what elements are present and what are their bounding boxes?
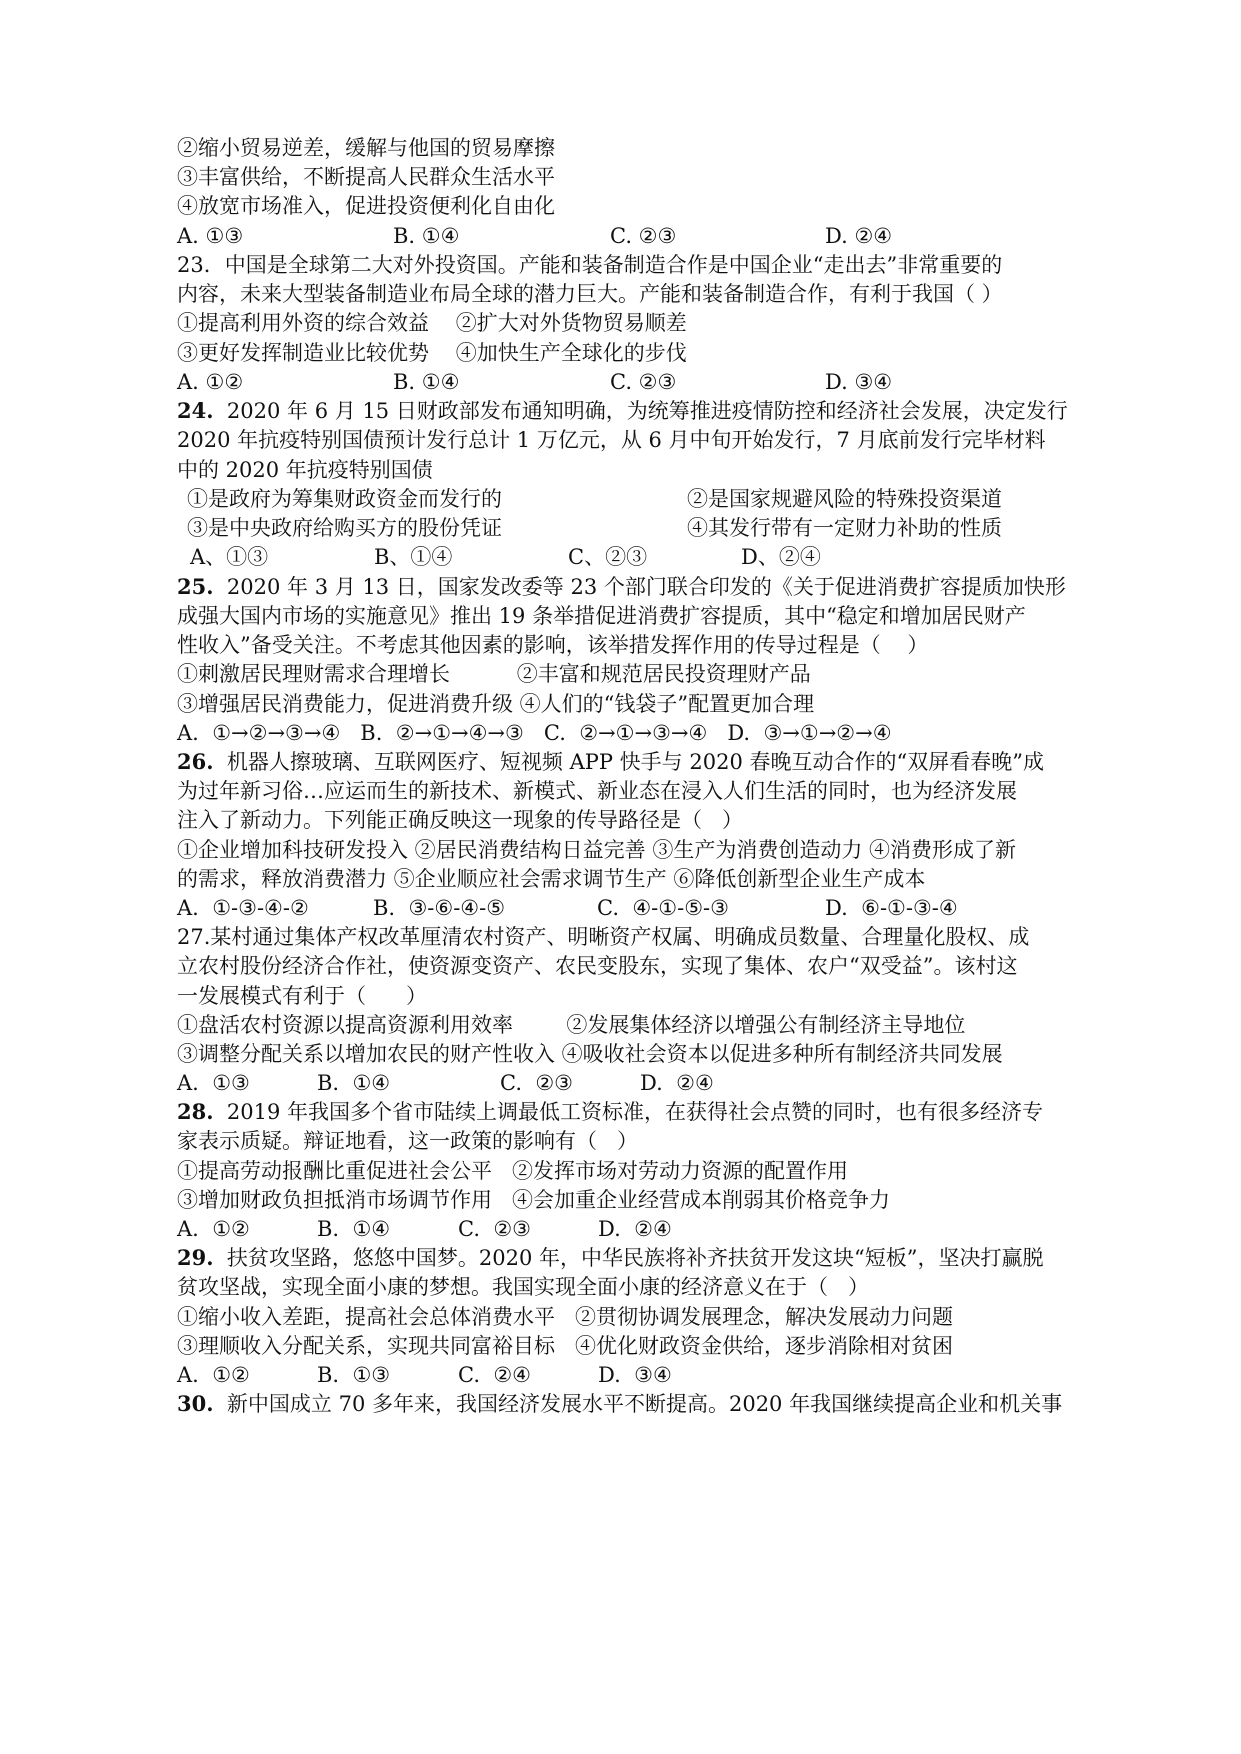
q24-item-2: ②是国家规避风险的特殊投资渠道: [687, 487, 1002, 511]
q25-items-row-1: ①刺激居民理财需求合理增长 ②丰富和规范居民投资理财产品: [177, 662, 811, 686]
q29-option-a: A. ①②: [177, 1363, 250, 1387]
q27-option-d: D. ②④: [640, 1071, 714, 1095]
q28-option-d: D. ②④: [598, 1217, 672, 1241]
q29-stem-line-2: 贫攻坚战，实现全面小康的梦想。我国实现全面小康的经济意义在于（ ）: [177, 1275, 870, 1299]
q26-option-c: C. ④-①-⑤-③: [597, 896, 729, 920]
q22-option-c: C. ②③: [610, 224, 677, 248]
q22-item-2: ②缩小贸易逆差，缓解与他国的贸易摩擦: [177, 136, 555, 160]
q29-option-b: B. ①③: [317, 1363, 391, 1387]
q24-stem-line-3: 中的 2020 年抗疫特别国债: [177, 458, 433, 482]
q23-stem-line-1: 23．中国是全球第二大对外投资国。产能和装备制造合作是中国企业“走出去”非常重要的: [177, 253, 1003, 277]
q27-stem-line-3: 一发展模式有利于（ ）: [177, 984, 428, 1008]
q22-option-d: D. ②④: [825, 224, 893, 248]
q26-stem-text-1: 机器人擦玻璃、互联网医疗、短视频 APP 快手与 2020 春晚互动合作的“双屏看春晚”成: [226, 750, 1044, 774]
q25-stem-line-1: [177, 573, 1066, 601]
q24-option-a: A、①③: [190, 545, 269, 569]
q29-number: 29.: [177, 1245, 214, 1270]
q27-option-b: B. ①④: [317, 1071, 391, 1095]
q29-items-row-1: ①缩小收入差距，提高社会总体消费水平 ②贯彻协调发展理念，解决发展动力问题: [177, 1305, 954, 1329]
q30-stem-text-1: 新中国成立 70 多年来，我国经济发展水平不断提高。2020 年我国继续提高企业和机关事: [226, 1392, 1063, 1416]
q23-items-row-2: ③更好发挥制造业比较优势 ④加快生产全球化的步伐: [177, 341, 687, 365]
q27-stem-line-1: 27.某村通过集体产权改革厘清农村资产、明晰资产权属、明确成员数量、合理量化股权、成: [177, 925, 1030, 949]
q30-stem-line-1: [177, 1390, 1062, 1418]
q25-stem-line-3: 性收入”备受关注。不考虑其他因素的影响，该举措发挥作用的传导过程是（ ）: [177, 633, 929, 657]
q27-items-row-2: ③调整分配关系以增加农民的财产性收入 ④吸收社会资本以促进多种所有制经济共同发展: [177, 1042, 1003, 1066]
q28-stem-text-1: 2019 年我国多个省市陆续上调最低工资标准，在获得社会点赞的同时，也有很多经济专: [226, 1100, 1044, 1124]
q23-option-c: C. ②③: [610, 370, 677, 394]
q26-number: 26.: [177, 749, 214, 774]
q28-stem-line-1: [177, 1098, 1043, 1126]
q26-items-row-2: 的需求，释放消费潜力 ⑤企业顺应社会需求调节生产 ⑥降低创新型企业生产成本: [177, 867, 926, 891]
q22-item-3: ③丰富供给，不断提高人民群众生活水平: [177, 165, 555, 189]
q22-item-4: ④放宽市场准入，促进投资便利化自由化: [177, 194, 555, 218]
q23-option-a: A. ①②: [177, 370, 244, 394]
q30-number: 30.: [177, 1391, 214, 1416]
q24-option-b: B、①④: [374, 545, 453, 569]
q28-items-row-1: ①提高劳动报酬比重促进社会公平 ②发挥市场对劳动力资源的配置作用: [177, 1159, 849, 1183]
q26-option-a: A. ①-③-④-②: [177, 896, 309, 920]
q26-stem-line-3: 注入了新动力。下列能正确反映这一现象的传导路径是（ ）: [177, 808, 744, 832]
q29-stem-text-1: 扶贫攻坚路，悠悠中国梦。2020 年，中华民族将补齐扶贫开发这块“短板”，坚决打赢脱: [226, 1246, 1044, 1270]
q25-items-row-2: ③增强居民消费能力，促进消费升级 ④人们的“钱袋子”配置更加合理: [177, 692, 815, 716]
q22-option-a: A. ①③: [177, 224, 244, 248]
q26-stem-line-1: [177, 748, 1044, 776]
q27-option-c: C. ②③: [500, 1071, 573, 1095]
q29-stem-line-1: [177, 1244, 1044, 1272]
q26-option-b: B. ③-⑥-④-⑤: [373, 896, 506, 920]
q24-number: 24.: [177, 398, 214, 423]
q24-item-4: ④其发行带有一定财力补助的性质: [687, 516, 1002, 540]
q24-stem-line-2: 2020 年抗疫特别国债预计发行总计 1 万亿元，从 6 月中旬开始发行，7 月底前发行完毕材料: [177, 428, 1046, 452]
q23-items-row-1: ①提高利用外资的综合效益 ②扩大对外货物贸易顺差: [177, 311, 687, 335]
q24-stem-line-1: [177, 397, 1068, 425]
q24-stem-text-1: 2020 年 6 月 15 日财政部发布通知明确，为统筹推进疫情防控和经济社会发展，决定发行: [226, 399, 1068, 423]
q23-stem-line-2: 内容，未来大型装备制造业布局全球的潜力巨大。产能和装备制造合作，有利于我国（ ）: [177, 282, 1003, 306]
q28-number: 28.: [177, 1099, 214, 1124]
q29-items-row-2: ③理顺收入分配关系，实现共同富裕目标 ④优化财政资金供给，逐步消除相对贫困: [177, 1334, 954, 1358]
q24-item-3: ③是中央政府给购买方的股份凭证: [187, 516, 502, 540]
q23-option-b: B. ①④: [393, 370, 460, 394]
q25-stem-line-2: 成强大国内市场的实施意见》推出 19 条举措促进消费扩容提质，其中“稳定和增加居民财产: [177, 604, 1026, 628]
q25-stem-text-1: 2020 年 3 月 13 日，国家发改委等 23 个部门联合印发的《关于促进消费扩容提质加快形: [226, 575, 1066, 599]
q25-options: A. ①→②→③→④ B. ②→①→④→③ C. ②→①→③→④ D. ③→①→②→④: [177, 721, 892, 745]
q28-items-row-2: ③增加财政负担抵消市场调节作用 ④会加重企业经营成本削弱其价格竞争力: [177, 1188, 891, 1212]
q28-stem-line-2: 家表示质疑。辩证地看，这一政策的影响有（ ）: [177, 1129, 639, 1153]
q26-stem-line-2: 为过年新习俗…应运而生的新技术、新模式、新业态在浸入人们生活的同时，也为经济发展: [177, 779, 1017, 803]
q27-option-a: A. ①③: [177, 1071, 250, 1095]
q27-stem-line-2: 立农村股份经济合作社，使资源变资产、农民变股东，实现了集体、农户“双受益”。该村这: [177, 954, 1018, 978]
q28-option-c: C. ②③: [458, 1217, 531, 1241]
q24-item-1: ①是政府为筹集财政资金而发行的: [187, 487, 502, 511]
q27-items-row-1: ①盘活农村资源以提高资源利用效率 ②发展集体经济以增强公有制经济主导地位: [177, 1013, 966, 1037]
q23-option-d: D. ③④: [825, 370, 893, 394]
q29-option-d: D. ③④: [598, 1363, 672, 1387]
q24-option-c: C、②③: [568, 545, 648, 569]
q28-option-a: A. ①②: [177, 1217, 250, 1241]
q26-option-d: D. ⑥-①-③-④: [825, 896, 958, 920]
q29-option-c: C. ②④: [458, 1363, 531, 1387]
q25-number: 25.: [177, 574, 214, 599]
q24-option-d: D、②④: [741, 545, 821, 569]
q28-option-b: B. ①④: [317, 1217, 391, 1241]
q26-items-row-1: ①企业增加科技研发投入 ②居民消费结构日益完善 ③生产为消费创造动力 ④消费形成了新: [177, 838, 1017, 862]
q22-option-b: B. ①④: [393, 224, 460, 248]
